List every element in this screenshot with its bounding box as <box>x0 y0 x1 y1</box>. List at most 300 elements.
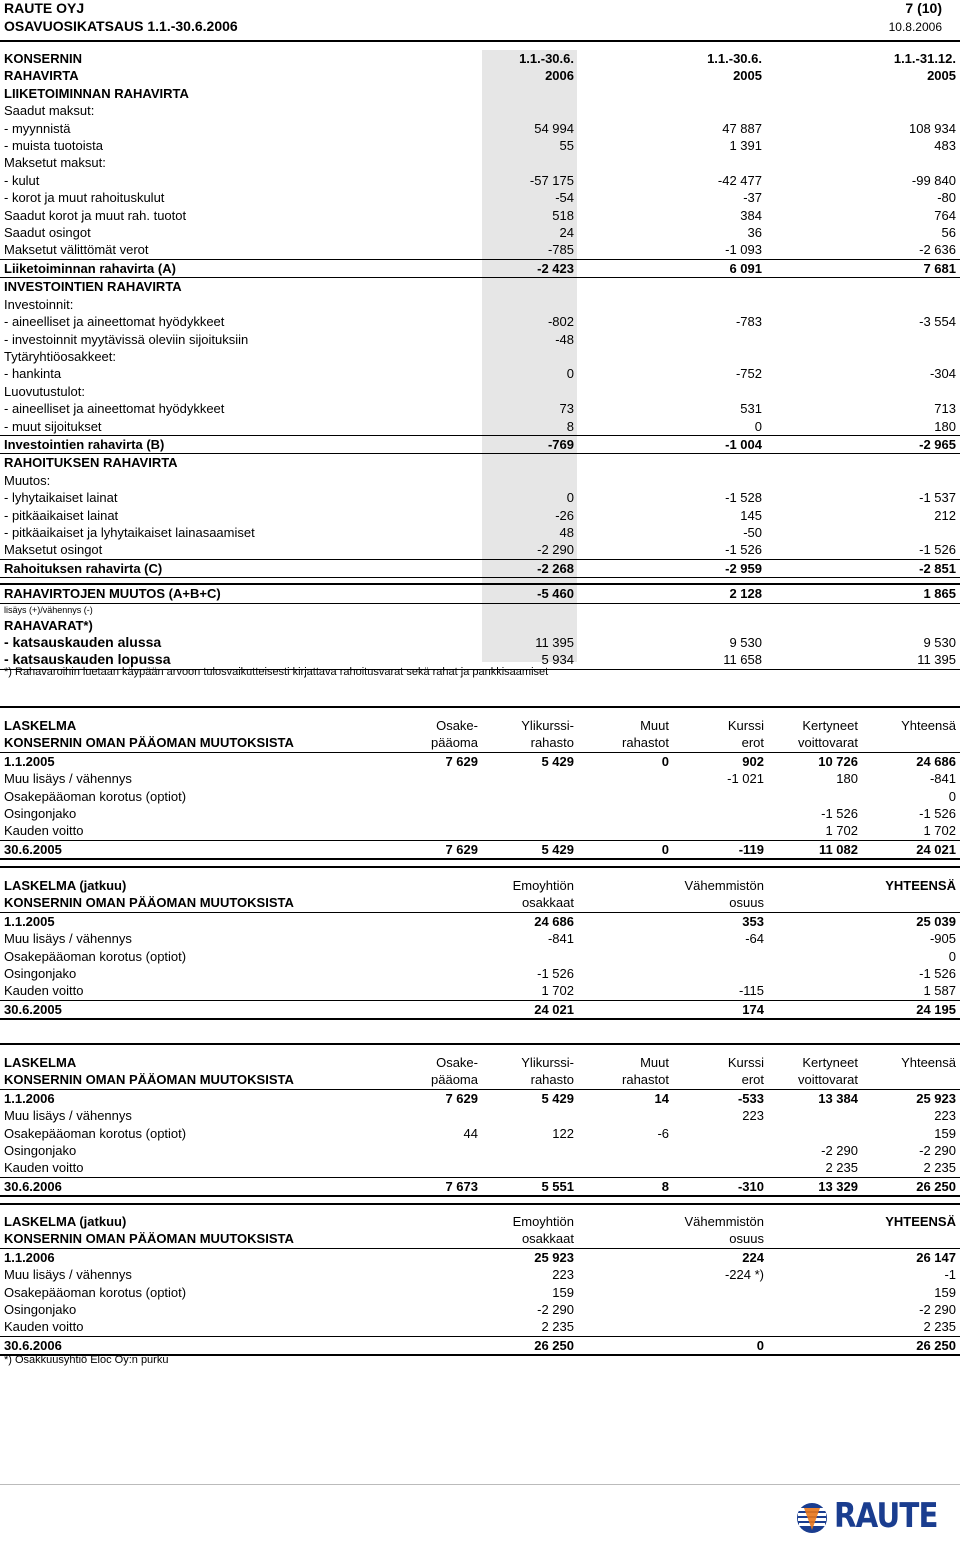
equity-value: -841 <box>929 771 956 787</box>
cashflow-value: 24 <box>559 225 574 241</box>
cashflow-row <box>0 154 960 171</box>
equity-value: 1 702 <box>923 823 956 839</box>
cashflow-value: -1 526 <box>725 542 762 558</box>
cashflow-value: 384 <box>740 207 762 223</box>
cashflow-row-label: RAHAVARAT*) <box>4 617 93 633</box>
equity-row-label: Osingonjako <box>4 965 77 981</box>
equity-value: -1 526 <box>537 965 574 981</box>
cashflow-value: 6 091 <box>729 260 762 276</box>
cashflow-row <box>0 137 960 154</box>
cashflow-value: -5 460 <box>537 586 574 602</box>
cashflow-head-row-1 <box>0 50 960 67</box>
equity-value: 25 039 <box>916 913 956 929</box>
cashflow-value: 531 <box>740 401 762 417</box>
cashflow-value: -783 <box>735 314 762 330</box>
equity-subtitle: KONSERNIN OMAN PÄÄOMAN MUUTOKSISTA <box>4 895 294 911</box>
equity-col-head: Ylikurssi- <box>521 1055 574 1070</box>
cashflow-value: 0 <box>566 366 574 382</box>
cashflow-value: -1 528 <box>725 490 762 506</box>
cashflow-value: 11 395 <box>917 652 956 668</box>
cashflow-row <box>0 617 960 634</box>
cashflow-row <box>0 102 960 119</box>
equity-row-label: Osingonjako <box>4 1301 77 1317</box>
cashflow-row <box>0 278 960 295</box>
equity-value: 13 329 <box>818 1178 858 1194</box>
equity-header-row-2 <box>0 894 960 912</box>
equity-value: 14 <box>654 1090 669 1106</box>
equity-col-head: Muut <box>640 718 669 733</box>
equity-col-subhead: erot <box>741 1072 764 1088</box>
equity-value: -1 526 <box>919 805 956 821</box>
equity-value: -2 290 <box>537 1301 574 1317</box>
cashflow-row-label: - katsauskauden alussa <box>4 634 162 650</box>
equity-row <box>0 1107 960 1124</box>
equity-col-subhead: osuus <box>729 895 764 911</box>
cashflow-value: 518 <box>552 207 574 223</box>
equity-row <box>0 982 960 999</box>
equity-col-subhead: voittovarat <box>798 1072 858 1088</box>
cashflow-row <box>0 583 960 603</box>
section-rule-4 <box>0 1203 960 1205</box>
cashflow-value: 2 128 <box>729 586 762 602</box>
cashflow-value: -2 851 <box>919 560 956 576</box>
equity-value: 353 <box>742 913 764 929</box>
equity-value: 11 082 <box>818 841 858 857</box>
equity-col-subhead: rahastot <box>622 735 669 751</box>
period-2-head: 1.1.-30.6. <box>707 51 762 66</box>
cashflow-row-label: Luovutustulot: <box>4 383 85 399</box>
cashflow-value: -48 <box>555 331 574 347</box>
equity-value: -905 <box>929 931 956 947</box>
equity-subtitle: KONSERNIN OMAN PÄÄOMAN MUUTOKSISTA <box>4 735 294 751</box>
equity-row <box>0 770 960 787</box>
equity-value: 0 <box>661 841 669 857</box>
equity-value: -64 <box>745 931 764 947</box>
cashflow-row-label: Muutos: <box>4 472 51 488</box>
equity-value: 24 021 <box>916 841 956 857</box>
equity-col-head: Kurssi <box>727 1055 764 1070</box>
equity-value: 7 629 <box>445 753 478 769</box>
equity-row <box>0 1301 960 1318</box>
cashflow-value: -99 840 <box>911 172 956 188</box>
equity-row <box>0 948 960 965</box>
equity-subtitle: KONSERNIN OMAN PÄÄOMAN MUUTOKSISTA <box>4 1072 294 1088</box>
equity-col-head: YHTEENSÄ <box>885 878 956 893</box>
period-1-year: 2006 <box>545 68 574 84</box>
equity-row-label: Osakepääoman korotus (optiot) <box>4 1125 187 1141</box>
equity-row <box>0 1000 960 1020</box>
equity-value: 180 <box>836 771 858 787</box>
cashflow-row <box>0 418 960 435</box>
cashflow-value: -1 537 <box>919 490 956 506</box>
cashflow-row-label: Rahoituksen rahavirta (C) <box>4 560 163 576</box>
cashflow-row <box>0 507 960 524</box>
cashflow-value: 5 934 <box>541 652 574 668</box>
equity-col-head: Ylikurssi- <box>521 718 574 733</box>
equity-col-head: Osake- <box>436 718 478 733</box>
raute-logo <box>796 1496 941 1536</box>
cashflow-value: 73 <box>559 401 574 417</box>
equity-col-subhead: rahasto <box>530 1072 574 1088</box>
cashflow-value: -304 <box>929 366 956 382</box>
period-1-head: 1.1.-30.6. <box>519 51 574 66</box>
cashflow-value: 9 530 <box>729 635 762 650</box>
cashflow-head-label-1: KONSERNIN <box>4 51 83 66</box>
equity-table-2006 <box>0 1054 960 1197</box>
cashflow-value: -37 <box>743 190 762 206</box>
equity-col-subhead: pääoma <box>431 1072 478 1088</box>
equity-row <box>0 1142 960 1159</box>
equity-col-head: Vähemmistön <box>684 878 764 893</box>
cashflow-row-label: - korot ja muut rahoituskulut <box>4 190 165 206</box>
equity-value: 1 587 <box>923 983 956 999</box>
cashflow-value: -2 959 <box>725 560 762 576</box>
equity-subtitle: KONSERNIN OMAN PÄÄOMAN MUUTOKSISTA <box>4 1231 294 1247</box>
equity-row-label: Osingonjako <box>4 1142 77 1158</box>
cashflow-row-label: RAHOITUKSEN RAHAVIRTA <box>4 455 178 471</box>
equity-value: 24 195 <box>916 1001 956 1017</box>
company-name: RAUTE OYJ <box>4 0 85 16</box>
cashflow-row <box>0 120 960 137</box>
equity-value: 2 235 <box>923 1160 956 1176</box>
equity-value: 2 235 <box>541 1319 574 1335</box>
equity-value: 25 923 <box>534 1249 574 1265</box>
equity-row-label: 30.6.2005 <box>4 841 62 857</box>
equity-col-subhead: osakkaat <box>521 895 574 911</box>
cashflow-row <box>0 259 960 278</box>
equity-value: 1 702 <box>825 823 858 839</box>
cashflow-row-label: Saadut osingot <box>4 225 91 241</box>
cashflow-value: 1 391 <box>729 138 762 154</box>
cashflow-value: -2 636 <box>919 242 956 258</box>
cashflow-value: -769 <box>547 436 574 452</box>
cashflow-row-label: Saadut maksut: <box>4 103 95 119</box>
equity-col-head: Yhteensä <box>901 1055 956 1070</box>
cashflow-row <box>0 224 960 241</box>
cashflow-row-label: - muista tuotoista <box>4 138 103 154</box>
cashflow-value: 1 865 <box>923 586 956 602</box>
equity-value: 13 384 <box>818 1090 858 1106</box>
logo-text: RAUTE <box>834 1496 938 1536</box>
equity-title: LASKELMA (jatkuu) <box>4 878 127 893</box>
equity-col-head: Muut <box>640 1055 669 1070</box>
cashflow-value: -2 268 <box>537 560 574 576</box>
equity-table-2005 <box>0 717 960 860</box>
cashflow-value: -785 <box>547 242 574 258</box>
equity-row-label: 1.1.2005 <box>4 753 55 769</box>
equity-value: 0 <box>661 753 669 769</box>
equity-col-subhead: voittovarat <box>798 735 858 751</box>
cashflow-row <box>0 472 960 489</box>
equity-value: -2 290 <box>919 1301 956 1317</box>
cashflow-value: -54 <box>555 190 574 206</box>
equity-title: LASKELMA <box>4 1055 77 1070</box>
cashflow-row <box>0 172 960 189</box>
equity-col-subhead: rahasto <box>530 735 574 751</box>
cashflow-value: -57 175 <box>529 172 574 188</box>
equity-value: 159 <box>934 1125 956 1141</box>
equity-value: 7 673 <box>445 1178 478 1194</box>
equity-value: 223 <box>934 1108 956 1124</box>
raute-logo-mark-icon <box>796 1502 828 1534</box>
cashflow-value: 54 994 <box>534 120 574 136</box>
cashflow-row <box>0 604 960 617</box>
cashflow-value: -802 <box>547 314 574 330</box>
equity-value: 8 <box>661 1178 669 1194</box>
equity-col-head: Emoyhtiön <box>512 1214 574 1229</box>
equity-value: 159 <box>552 1284 574 1300</box>
cashflow-value: -80 <box>937 190 956 206</box>
cashflow-value: -1 004 <box>725 436 762 452</box>
equity-row-label: Kauden voitto <box>4 1160 84 1176</box>
cashflow-row-label: Maksetut maksut: <box>4 155 106 171</box>
cashflow-value: 36 <box>747 225 762 241</box>
equity-row <box>0 1266 960 1283</box>
equity-col-subhead: rahastot <box>622 1072 669 1088</box>
period-3-year: 2005 <box>927 68 956 84</box>
cashflow-value: -1 526 <box>919 542 956 558</box>
equity-value: -310 <box>737 1178 764 1194</box>
cashflow-value: -752 <box>735 366 762 382</box>
equity-value: 223 <box>742 1108 764 1124</box>
cashflow-head-row-2 <box>0 67 960 84</box>
equity-row-label: Osakepääoman korotus (optiot) <box>4 788 187 804</box>
equity-col-head: Vähemmistön <box>684 1214 764 1229</box>
cashflow-value: -2 965 <box>919 436 956 452</box>
equity-col-head: Kurssi <box>727 718 764 733</box>
equity-row-label: Osakepääoman korotus (optiot) <box>4 1284 187 1300</box>
equity-col-subhead: osakkaat <box>521 1231 574 1247</box>
equity-value: 224 <box>742 1249 764 1265</box>
period-3-head: 1.1.-31.12. <box>893 51 956 66</box>
equity-row <box>0 1284 960 1301</box>
equity-col-subhead: pääoma <box>431 735 478 751</box>
equity-row-label: Kauden voitto <box>4 823 84 839</box>
cashflow-value: -26 <box>555 507 574 523</box>
equity-value: -2 290 <box>821 1142 858 1158</box>
cashflow-head-label-2: RAHAVIRTA <box>4 68 79 84</box>
equity-row-label: 30.6.2005 <box>4 1001 62 1017</box>
cashflow-row-label: - myynnistä <box>4 120 71 136</box>
cashflow-row-label: Saadut korot ja muut rah. tuotot <box>4 207 187 223</box>
equity-row <box>0 788 960 805</box>
equity-value: 0 <box>948 948 956 964</box>
equity-header-row-2 <box>0 1230 960 1248</box>
cashflow-value: -1 093 <box>725 242 762 258</box>
equity-row-label: 30.6.2006 <box>4 1337 62 1353</box>
cashflow-value: 764 <box>934 207 956 223</box>
equity-row <box>0 805 960 822</box>
equity-row-label: Muu lisäys / vähennys <box>4 771 132 787</box>
cashflow-value: 56 <box>941 225 956 241</box>
cashflow-row <box>0 331 960 348</box>
equity-row-label: Kauden voitto <box>4 1319 84 1335</box>
cashflow-row <box>0 559 960 578</box>
equity-title: LASKELMA (jatkuu) <box>4 1214 127 1229</box>
equity-value: 2 235 <box>923 1319 956 1335</box>
equity-value: 24 021 <box>534 1001 574 1017</box>
cashflow-row <box>0 489 960 506</box>
cashflow-row-label: INVESTOINTIEN RAHAVIRTA <box>4 279 182 295</box>
cashflow-value: 713 <box>934 401 956 417</box>
cashflow-row-label: Maksetut osingot <box>4 542 103 558</box>
equity-value: 2 235 <box>825 1160 858 1176</box>
cashflow-row <box>0 454 960 471</box>
equity-header-row-2 <box>0 1071 960 1089</box>
page-number: 7 (10) <box>905 0 942 16</box>
equity-row-label: 1.1.2005 <box>4 913 55 929</box>
equity-value: -1 <box>944 1267 956 1283</box>
cashflow-row-label: Tytäryhtiöosakkeet: <box>4 348 116 364</box>
equity-row-label: Muu lisäys / vähennys <box>4 931 132 947</box>
cashflow-row <box>0 435 960 454</box>
equity-col-head: YHTEENSÄ <box>885 1214 956 1229</box>
equity-footnote: *) Osakkuusyhtiö Eloc Oy:n purku <box>4 1354 169 1366</box>
equity-row-label: 1.1.2006 <box>4 1090 55 1106</box>
cashflow-row <box>0 296 960 313</box>
equity-value: 7 629 <box>445 1090 478 1106</box>
equity-col-head: Kertyneet <box>802 718 858 733</box>
cashflow-table <box>0 50 960 670</box>
equity-row <box>0 1177 960 1197</box>
section-rule-2 <box>0 866 960 868</box>
equity-row <box>0 1318 960 1335</box>
cashflow-row <box>0 383 960 400</box>
equity-row-label: Kauden voitto <box>4 983 84 999</box>
cashflow-value: -2 290 <box>537 542 574 558</box>
equity-value: 24 686 <box>534 913 574 929</box>
section-rule-3 <box>0 1043 960 1045</box>
cashflow-value: 47 887 <box>722 120 762 136</box>
cashflow-row-label: - lyhytaikaiset lainat <box>4 490 118 506</box>
equity-value: 26 250 <box>916 1337 956 1353</box>
cashflow-row <box>0 189 960 206</box>
equity-value: 44 <box>463 1125 478 1141</box>
equity-value: -533 <box>737 1090 764 1106</box>
equity-value: 174 <box>742 1001 764 1017</box>
cashflow-row-label: Maksetut välittömät verot <box>4 242 149 258</box>
equity-value: 1 702 <box>541 983 574 999</box>
equity-value: 902 <box>742 753 764 769</box>
cashflow-row <box>0 634 960 651</box>
equity-value: 24 686 <box>916 753 956 769</box>
equity-header-row-1 <box>0 877 960 894</box>
equity-value: -1 526 <box>919 965 956 981</box>
equity-row-label: 1.1.2006 <box>4 1249 55 1265</box>
equity-value: -2 290 <box>919 1142 956 1158</box>
footer-rule <box>0 1484 960 1485</box>
cashflow-value: 48 <box>559 524 574 540</box>
equity-value: 26 147 <box>916 1249 956 1265</box>
equity-value: -6 <box>657 1125 669 1141</box>
equity-header-row-1 <box>0 717 960 734</box>
cashflow-row <box>0 313 960 330</box>
cashflow-value: 0 <box>566 490 574 506</box>
equity-row-label: Muu lisäys / vähennys <box>4 1108 132 1124</box>
equity-table-2005-cont <box>0 877 960 1020</box>
equity-value: 5 551 <box>541 1178 574 1194</box>
cashflow-value: -3 554 <box>919 314 956 330</box>
equity-value: 0 <box>756 1337 764 1353</box>
cashflow-row-label: Liiketoiminnan rahavirta (A) <box>4 260 176 276</box>
cashflow-row-label: - katsauskauden lopussa <box>4 651 171 668</box>
cashflow-row-label: lisäys (+)/vähennys (-) <box>4 604 93 615</box>
equity-value: -1 526 <box>821 805 858 821</box>
cashflow-row-label: - hankinta <box>4 366 62 382</box>
equity-row <box>0 1090 960 1107</box>
cashflow-value: 7 681 <box>923 260 956 276</box>
cashflow-value: 180 <box>934 418 956 434</box>
cashflow-row-label: Investoinnit: <box>4 296 74 312</box>
equity-col-head: Osake- <box>436 1055 478 1070</box>
cashflow-value: 11 395 <box>535 635 574 650</box>
equity-value: 25 923 <box>916 1090 956 1106</box>
equity-value: -115 <box>738 983 764 999</box>
equity-row-label: Muu lisäys / vähennys <box>4 1267 132 1283</box>
period-2-year: 2005 <box>733 68 762 84</box>
cashflow-value: 55 <box>559 138 574 154</box>
cashflow-row <box>0 365 960 382</box>
cashflow-row <box>0 524 960 541</box>
equity-value: 7 629 <box>445 841 478 857</box>
cashflow-row-label: - aineelliset ja aineettomat hyödykkeet <box>4 401 225 417</box>
equity-row <box>0 840 960 860</box>
cashflow-row-label: - aineelliset ja aineettomat hyödykkeet <box>4 314 225 330</box>
cashflow-value: 11 658 <box>723 652 762 668</box>
equity-value: 159 <box>934 1284 956 1300</box>
cashflow-value: 0 <box>754 418 762 434</box>
equity-table-2006-cont <box>0 1213 960 1356</box>
header-rule <box>0 40 960 42</box>
cashflow-value: 9 530 <box>923 635 956 650</box>
equity-col-head: Emoyhtiön <box>512 878 574 893</box>
cashflow-value: 108 934 <box>909 120 956 136</box>
cashflow-row-label: - kulut <box>4 172 40 188</box>
equity-value: 10 726 <box>818 753 858 769</box>
equity-header-row-1 <box>0 1213 960 1230</box>
cashflow-value: -50 <box>743 524 762 540</box>
cashflow-row <box>0 541 960 558</box>
cashflow-value: 145 <box>740 507 762 523</box>
cashflow-row <box>0 348 960 365</box>
equity-col-subhead: erot <box>741 735 764 751</box>
cashflow-value: 8 <box>566 418 574 434</box>
cashflow-row-label: - investoinnit myytävissä oleviin sijoituksiin <box>4 331 249 347</box>
equity-value: -841 <box>547 931 574 947</box>
report-date: 10.8.2006 <box>888 20 942 34</box>
equity-row-label: Osakepääoman korotus (optiot) <box>4 948 187 964</box>
equity-header-row-1 <box>0 1054 960 1071</box>
equity-title: LASKELMA <box>4 718 77 733</box>
cashflow-row-label: RAHAVIRTOJEN MUUTOS (A+B+C) <box>4 586 221 602</box>
equity-row <box>0 822 960 839</box>
equity-row <box>0 913 960 930</box>
cashflow-value: 212 <box>934 507 956 523</box>
equity-row <box>0 1125 960 1142</box>
equity-col-subhead: osuus <box>729 1231 764 1247</box>
equity-row <box>0 1159 960 1176</box>
cashflow-row-label: - pitkäaikaiset lainat <box>4 507 119 523</box>
equity-col-head: Yhteensä <box>901 718 956 733</box>
equity-header-row-2 <box>0 734 960 752</box>
equity-value: 223 <box>552 1267 574 1283</box>
equity-value: 122 <box>552 1125 574 1141</box>
equity-row-label: 30.6.2006 <box>4 1178 62 1194</box>
cashflow-row-label: - pitkäaikaiset ja lyhytaikaiset lainasaamiset <box>4 524 255 540</box>
cashflow-row <box>0 241 960 258</box>
section-rule-1 <box>0 706 960 708</box>
equity-col-head: Kertyneet <box>802 1055 858 1070</box>
